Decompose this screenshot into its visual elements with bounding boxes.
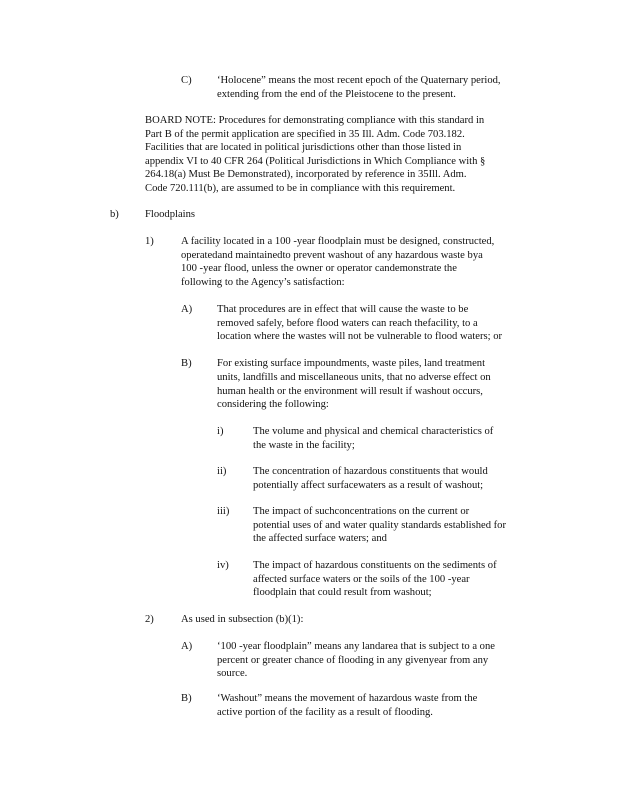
item2a-line-1: ‘100 -year floodplain” means any landarea that is subject to a one [217,641,495,652]
board-note-line-2: Part B of the permit application are specified in 35 Ill. Adm. Code 703.182. [145,129,465,140]
item1b-line-3: human health or the environment will result if washout occurs, [217,386,483,397]
sub-ii-line-1: The concentration of hazardous constituents that would [253,466,488,477]
sub-iv-line-2: affected surface waters or the soils of the 100 -year [253,574,470,585]
item2-text: As used in subsection (b)(1): [181,614,304,625]
sub-iii-line-3: the affected surface waters; and [253,533,387,544]
board-note-line-3: Facilities that are located in political jurisdictions other than those listed in [145,142,462,153]
item1b-label: B) [181,358,192,369]
item1a-line-2: removed safely, before flood waters can reach thefacility, to a [217,318,478,329]
sub-i-line-2: the waste in the facility; [253,440,355,451]
board-note-line-5: 264.18(a) Must Be Demonstrated), incorporated by reference in 35Ill. Adm. [145,169,467,180]
item2a-label: A) [181,641,193,652]
item-label-1: 1) [145,236,154,247]
section-label-b: b) [110,209,119,220]
item-label-c: C) [181,75,192,86]
sub-iv-line-1: The impact of hazardous constituents on the sediments of [253,560,497,571]
sub-iv-label: iv) [217,560,229,571]
sub-i-line-1: The volume and physical and chemical characteristics of [253,426,494,437]
item1b-line-1: For existing surface impoundments, waste piles, land treatment [217,358,486,369]
board-note-line-4: appendix VI to 40 CFR 264 (Political Jurisdictions in Which Compliance with § [145,156,486,167]
item-label-2: 2) [145,614,154,625]
item1b-line-4: considering the following: [217,399,329,410]
sub-ii-label: ii) [217,466,227,477]
item1-line-4: following to the Agency’s satisfaction: [181,277,345,288]
board-note-line-1: BOARD NOTE: Procedures for demonstrating compliance with this standard in [145,115,485,126]
item2b-label: B) [181,693,192,704]
sub-ii-line-2: potentially affect surfacewaters as a result of washout; [253,480,484,491]
item1-line-2: operatedand maintainedto prevent washout of any hazardous waste bya [181,250,483,261]
item1-line-3: 100 -year flood, unless the owner or operator candemonstrate the [181,263,457,274]
holocene-line-1: ‘Holocene” means the most recent epoch of the Quaternary period, [217,75,501,86]
item1a-label: A) [181,304,193,315]
holocene-line-2: extending from the end of the Pleistocene to the present. [217,89,456,100]
sub-iii-line-2: potential uses of and water quality standards established for [253,520,507,531]
board-note-line-6: Code 720.111(b), are assumed to be in compliance with this requirement. [145,183,456,194]
item1a-line-1: That procedures are in effect that will cause the waste to be [217,304,469,315]
sub-i-label: i) [217,426,224,437]
sub-iii-line-1: The impact of suchconcentrations on the current or [253,506,470,517]
sub-iv-line-3: floodplain that could result from washout; [253,587,432,598]
item2a-line-2: percent or greater chance of flooding in any givenyear from any [217,655,489,666]
item2a-line-3: source. [217,668,248,679]
sub-iii-label: iii) [217,506,230,517]
item2b-line-1: ‘Washout” means the movement of hazardous waste from the [217,693,478,704]
item1b-line-2: units, landfills and miscellaneous units, that no adverse effect on [217,372,491,383]
section-heading-floodplains: Floodplains [145,209,196,220]
item1a-line-3: location where the wastes will not be vulnerable to flood waters; or [217,331,503,342]
item1-line-1: A facility located in a 100 -year floodplain must be designed, constructed, [181,236,495,247]
item2b-line-2: active portion of the facility as a result of flooding. [217,707,433,718]
